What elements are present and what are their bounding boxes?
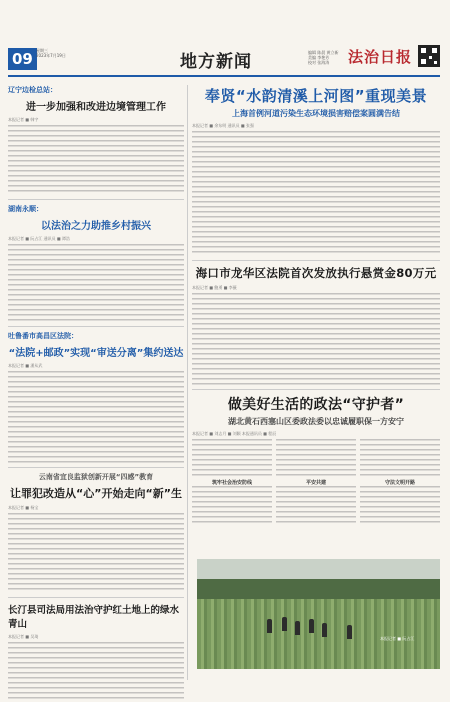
article-body (276, 439, 356, 479)
article-body (192, 293, 440, 385)
left-column (8, 85, 184, 702)
article-byline: 本报记者 ■ 杨宝 (8, 505, 39, 510)
qr-code-icon (418, 45, 440, 67)
article-body (8, 371, 184, 463)
designer-line: 美编 李艳芳 (308, 55, 330, 60)
article-court-reward (192, 265, 440, 385)
editor-line: 编辑 陈晨 黄立新 (308, 50, 339, 55)
header-meta-date: 2023年7月19日 (36, 53, 66, 58)
article-headline: 以法治之力助推乡村振兴 (41, 221, 151, 232)
article-body (360, 486, 440, 526)
article-river-restoration (192, 85, 440, 256)
proofreader-line: 校对 张海涛 (308, 60, 330, 65)
article-body (8, 244, 184, 322)
article-border-control (8, 85, 184, 195)
page-header (8, 44, 440, 74)
column-divider (187, 85, 188, 680)
article-kicker: 湖南永顺： (8, 205, 43, 213)
article-rural-revitalization (8, 204, 184, 322)
article-headline: “法院+邮政”实现“审送分离”集约送达 (8, 348, 184, 359)
masthead-logo: 法治日报 (348, 48, 413, 66)
article-body (8, 125, 184, 195)
article-byline: 本报记者 ■ 韩宇 (8, 117, 39, 122)
editor-credits (308, 50, 339, 65)
article-body (8, 642, 184, 702)
article-body (8, 513, 184, 593)
header-meta (36, 48, 66, 58)
page-number: 09 (8, 48, 37, 70)
article-green-mountains (8, 602, 184, 702)
article-byline: 本报记者 ■ 阮占江 通讯员 ■ 谭浩 (8, 236, 70, 241)
article-kicker: 云南省宜良监狱创新开展“四感”教育 (38, 473, 154, 481)
article-prison-education (8, 472, 184, 593)
article-kicker: 辽宁边检总站： (8, 86, 57, 94)
article-kicker: 吐鲁番市高昌区法院： (8, 332, 78, 340)
article-body (192, 486, 272, 526)
article-headline: 奉贤“水韵清溪上河图”重现美景 (204, 87, 428, 105)
article-byline: 本报记者 ■ 鲍勇 ■ 李薇 (192, 285, 237, 290)
article-political-guardian (192, 394, 440, 526)
header-meta-weekday: 星期三 (36, 48, 48, 53)
box-title: 守法文明开路 (384, 480, 415, 486)
article-headline: 长汀县司法局用法治守护红土地上的绿水青山 (8, 605, 180, 630)
box-title: 筑牢社会治安防线 (211, 480, 252, 486)
article-body (192, 439, 272, 479)
article-headline: 让罪犯改造从“心”开始走向“新”生 (10, 487, 182, 500)
article-byline: 本报记者 ■ 刘志月 ■ 刘颖 本报通讯员 ■ 程辰 (192, 431, 277, 436)
article-subheadline: 湖北黄石西塞山区委政法委以忠诚履职保一方安宁 (228, 417, 404, 426)
article-headline: 做美好生活的政法“守护者” (227, 397, 405, 413)
news-photo (197, 559, 440, 669)
article-court-postal (8, 331, 184, 463)
article-body (276, 486, 356, 526)
article-body (360, 439, 440, 479)
photo-caption: 本报记者 ■ 阮占江 (380, 636, 415, 641)
article-subheadline: 上海首例河道污染生态环境损害赔偿案圆满告结 (232, 109, 400, 118)
header-rule (8, 75, 440, 77)
right-column (192, 85, 440, 526)
article-byline: 本报记者 ■ 余东明 通讯员 ■ 张强 (192, 123, 254, 128)
article-byline: 本报记者 ■ 吴琦 (8, 634, 39, 639)
section-title: 地方新闻 (180, 52, 252, 72)
article-body (192, 131, 440, 256)
box-title: 平安共建 (305, 480, 326, 486)
article-headline: 进一步加强和改进边境管理工作 (26, 102, 166, 113)
article-byline: 本报记者 ■ 潘从武 (8, 363, 43, 368)
article-headline: 海口市龙华区法院首次发放执行悬赏金80万元 (195, 266, 437, 280)
